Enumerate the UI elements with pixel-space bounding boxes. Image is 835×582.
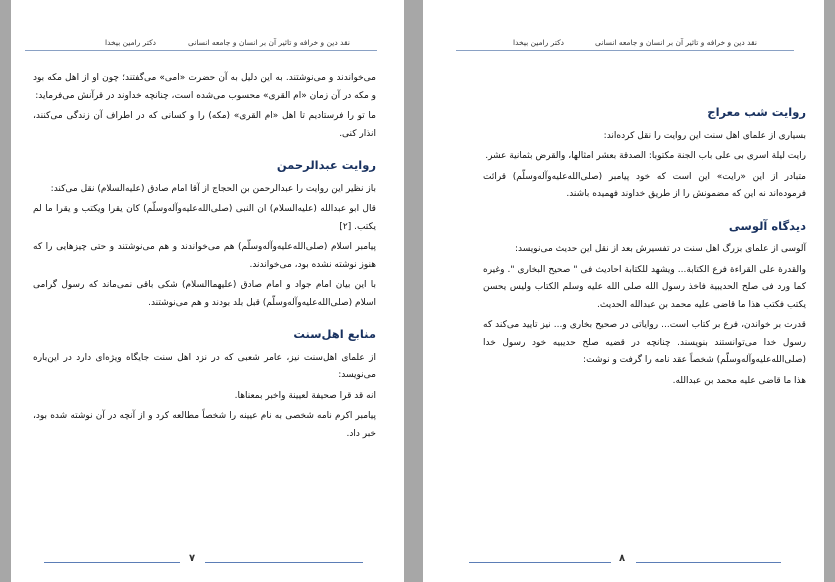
footer-rule-right [205, 562, 363, 563]
section-heading: دیدگاه آلوسی [728, 218, 806, 233]
paragraph: متبادر از این «رایت» این است که خود پیامبر (صلی‌الله‌علیه‌وآله‌وسلّم) قرائت فرموده‌اند نه این که مضمونش را از طریق خداوند فهمیده باشند. [483, 171, 806, 199]
paragraph: پیامبر اکرم نامه شخصی به نام عیینه را شخصاً مطالعه کرد و از آنچه در آن نوشته شده بود، خبر داد. [33, 411, 376, 439]
paragraph: پیامبر اسلام (صلی‌الله‌علیه‌وآله‌وسلّم) هم می‌خواندند و هم می‌نوشتند و حتی چیزهایی را که هنوز نوشته نشده بود، می‌خواندند. [33, 242, 376, 270]
paragraph: رایت لیلة اسری بی علی باب الجنة مکتوبا: الصدقة بعشر امثالها، والقرض بثمانیة عشر. [485, 151, 806, 161]
header-author: دکتر رامین بیخدا [513, 38, 564, 47]
paragraph: قدرت بر خواندن، فرع بر کتاب است... روایاتی در صحیح بخاری و... نیز تایید می‌کند که رسول خدا می‌توانستند بنویسند. چنانچه در قضیه صلح حدیبیه خود رسول خدا (صلی‌الله‌علیه‌وآله‌وسلّم) شخصاً عقد نامه را گرفت و نوشت: [483, 320, 806, 365]
paragraph: والقدرة علی القراءة فرع الکتابة... ویشهد للکتابة احادیث فی " صحیح البخاری ". وغیره کما ورد فی صلح الحدیبیة فاخذ رسول الله صلی الله علیه وسلم الکتاب ولیس یحسن یکتب فکتب هذا ما قاضی علیه محمد بن عبدالله الحدیث. [483, 264, 806, 310]
header-author: دکتر رامین بیخدا [105, 38, 156, 47]
section-heading: روایت عبدالرحمن [276, 158, 376, 172]
left-page [11, 0, 404, 582]
paragraph: می‌خواندند و می‌نوشتند. به این دلیل به آن حضرت «امی» می‌گفتند؛ چون او از اهل مکه بود و مکه در آن زمان «ام القری» محسوب می‌شده است، چنانچه خداوند در قرآنش می‌فرماید: [33, 73, 376, 101]
paragraph: بسیاری از علمای اهل سنت این روایت را نقل کرده‌اند: [603, 130, 806, 141]
page-number: ۸ [619, 553, 626, 564]
page-body [483, 104, 806, 393]
paragraph: از علمای اهل‌سنت نیز، عامر شعبی که در نزد اهل سنت جایگاه ویژه‌ای دارد در این‌باره می‌نویسد: [33, 352, 376, 380]
paragraph: هذا ما قاضی علیه محمد بن عبدالله. [672, 375, 806, 386]
section-heading: منابع اهل‌سنت [293, 327, 376, 341]
footer-rule-left [44, 562, 180, 563]
footer-rule-left [469, 562, 611, 563]
header-rule [456, 50, 794, 51]
paragraph: ما تو را فرستادیم تا اهل «ام القری» (مکه) را و کسانی که در اطراف آن زندگی می‌کنند، انذار کنی. [33, 111, 376, 139]
paragraph: باز نظیر این روایت را عبدالرحمن بن الحجاج از آقا امام صادق (علیه‌السلام) نقل می‌کند: [50, 183, 376, 194]
paragraph: قال ابو عبدالله (علیه‌السلام) ان النبی (صلی‌الله‌علیه‌وآله‌وسلّم) کان یقرا ویکتب و یقرا ما لم یکتب. [۲] [33, 204, 376, 232]
section-heading: روایت شب معراج [707, 105, 806, 119]
header-rule [25, 50, 377, 51]
paragraph: انه قد قرا صحیفة لعیینة واخبر بمعناها. [234, 390, 376, 401]
page-number: ۷ [189, 553, 196, 564]
page-body [33, 70, 376, 446]
paragraph: با این بیان امام جواد و امام صادق (علیهما‌السلام) شکی باقی نمی‌ماند که رسول گرامی اسلام (صلی‌الله‌علیه‌وآله‌وسلّم) قبل بلد بودند و هم می‌نوشتند. [33, 280, 376, 308]
header-title: نقد دین و خرافه و تاثیر آن بر انسان و جامعه انسانی [595, 38, 757, 47]
footer-rule-right [636, 562, 781, 563]
right-page [423, 0, 824, 582]
header-title: نقد دین و خرافه و تاثیر آن بر انسان و جامعه انسانی [188, 38, 350, 47]
paragraph: آلوسی از علمای بزرگ اهل سنت در تفسیرش بعد از نقل این حدیث می‌نویسد: [515, 244, 806, 254]
